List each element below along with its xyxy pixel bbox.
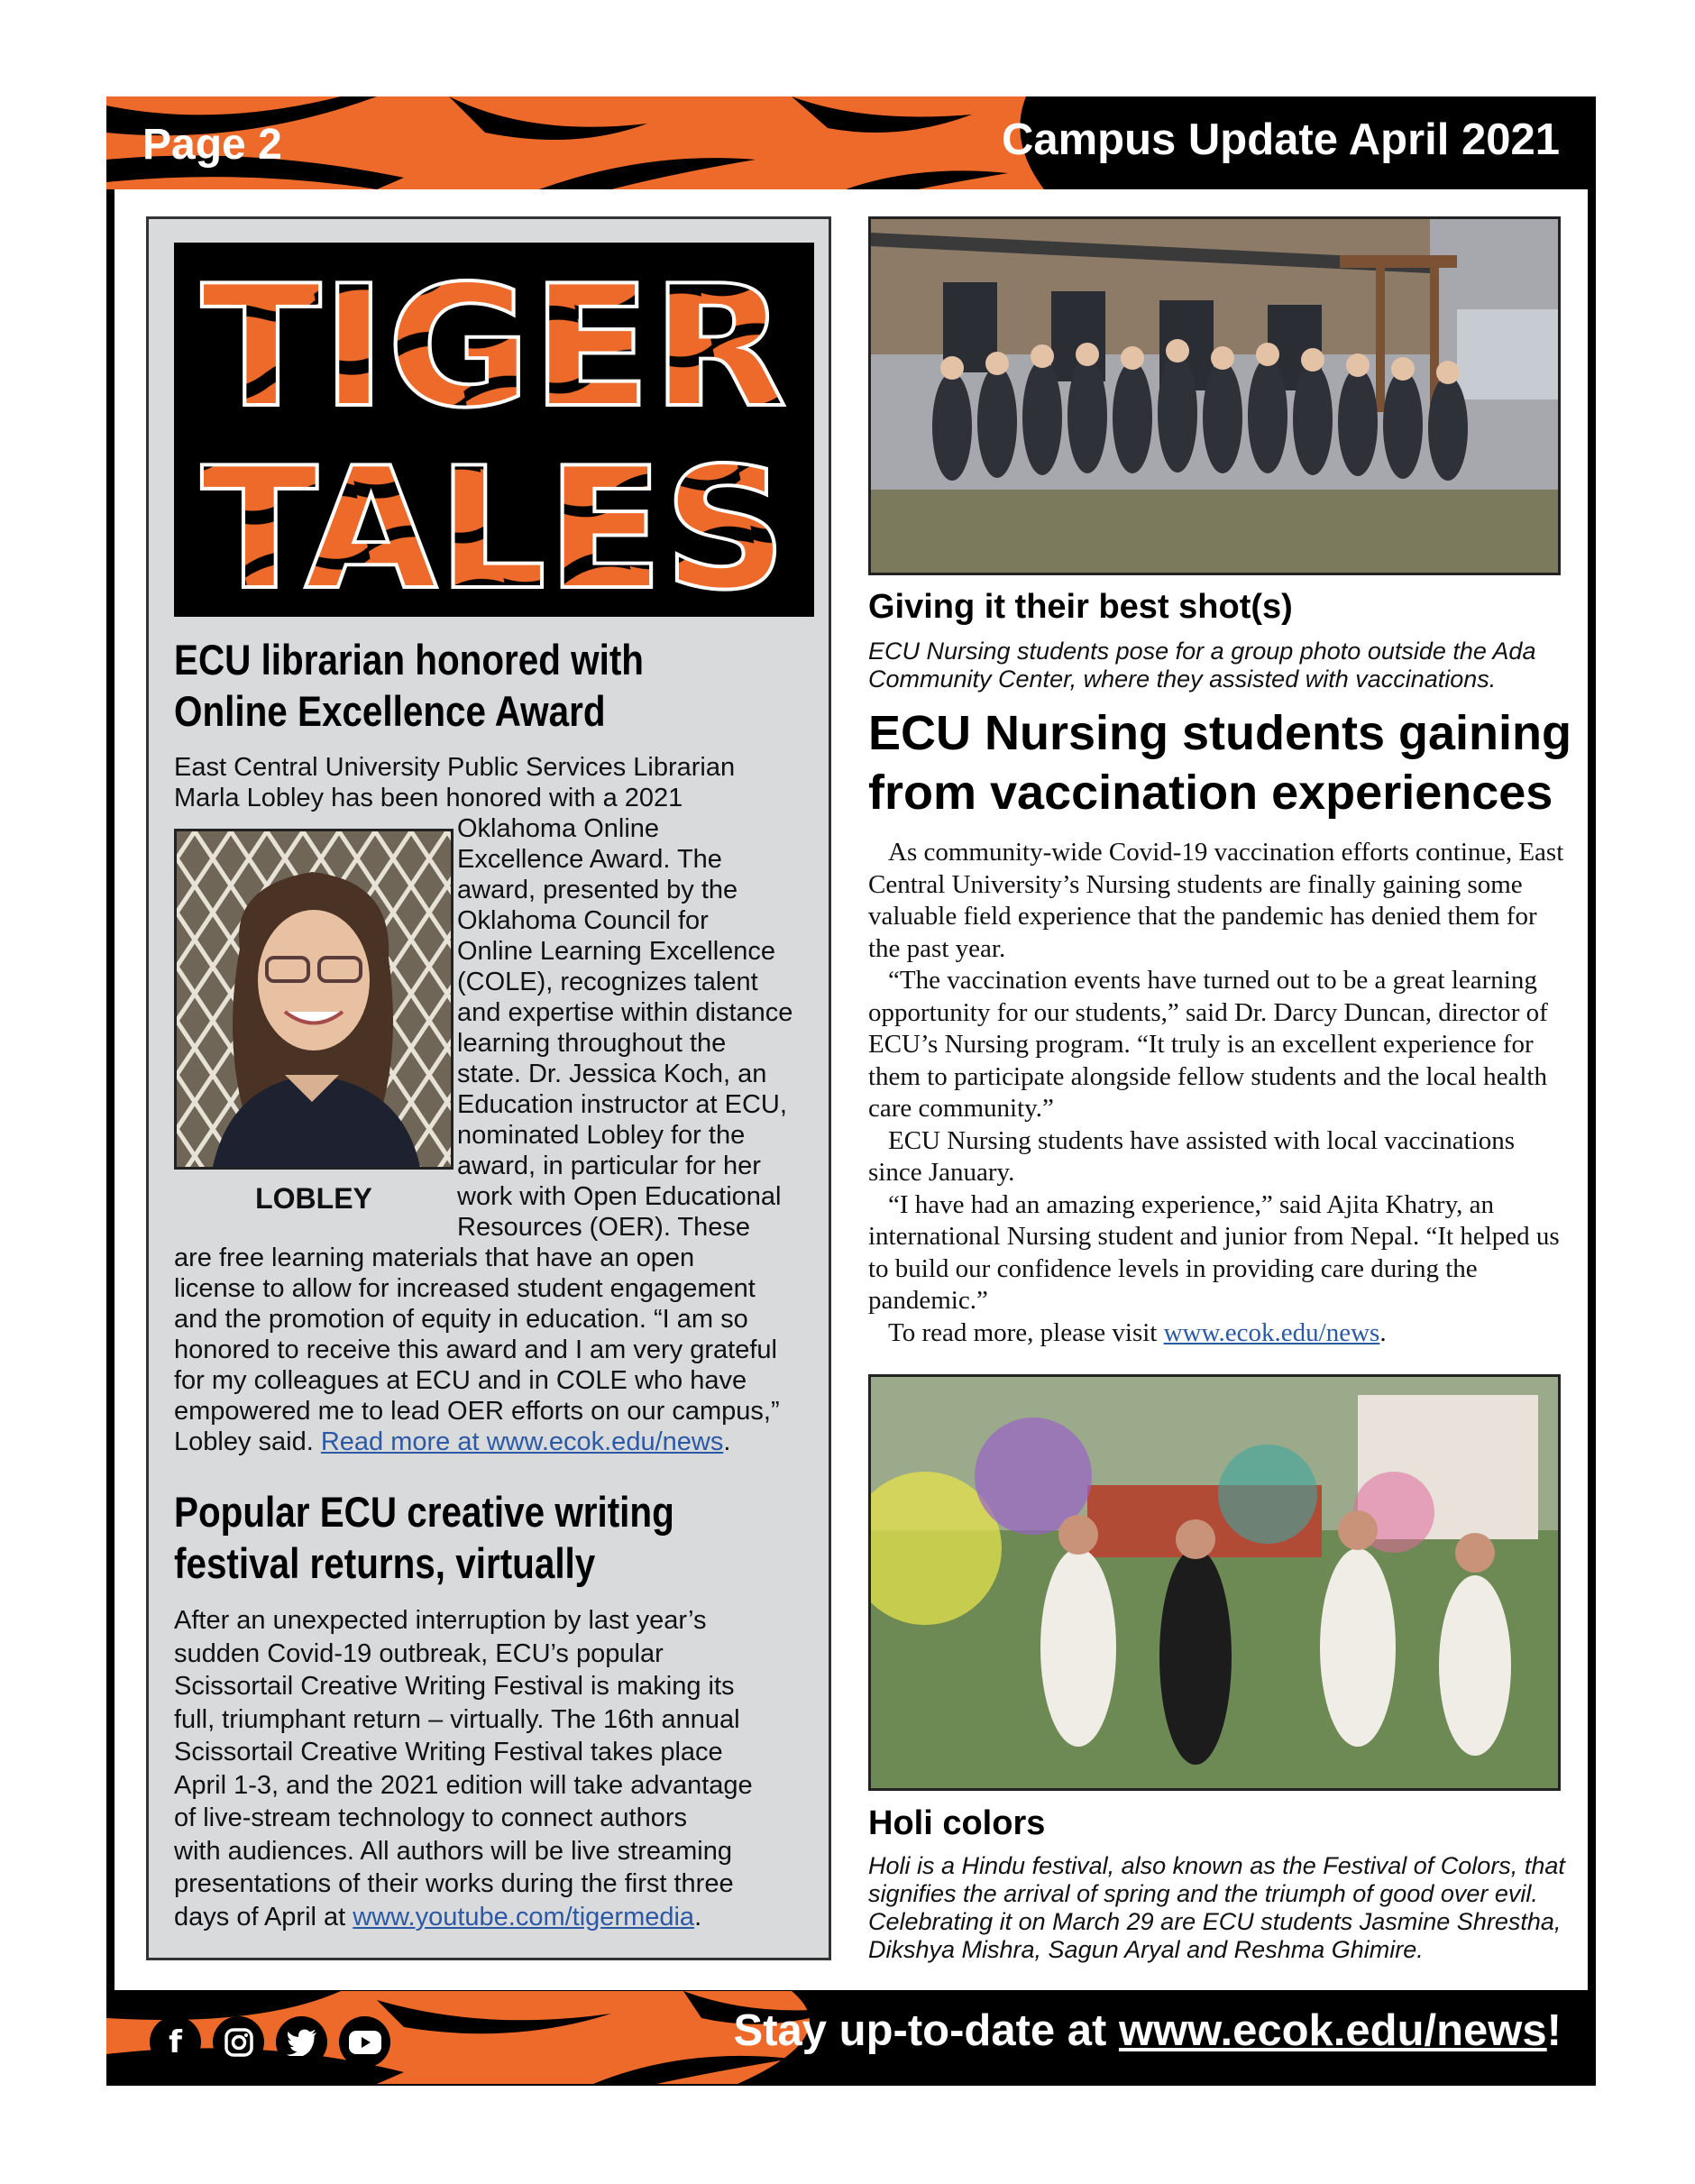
social-links	[150, 2016, 390, 2068]
nursing-photo-caption-title: Giving it their best shot(s)	[868, 588, 1293, 626]
twitter-icon[interactable]	[276, 2016, 327, 2068]
lobley-photo	[174, 829, 454, 1170]
wrap-line: Excellence Award. The	[457, 845, 722, 874]
body-text: .	[1379, 1317, 1387, 1347]
body-text: .	[694, 1902, 702, 1932]
librarian-headline-line1: ECU librarian honored with	[174, 636, 645, 684]
nursing-headline-line1: ECU Nursing students gaining	[868, 706, 1572, 760]
left-column	[146, 216, 831, 1960]
festival-headline-line2: festival returns, virtually	[174, 1539, 596, 1588]
wrap-line: state. Dr. Jessica Koch, an	[457, 1060, 767, 1088]
festival-headline-line1: Popular ECU creative writing	[174, 1488, 674, 1536]
nursing-headline-line2: from vaccination experiences	[868, 766, 1553, 820]
footer-news-link[interactable]: www.ecok.edu/news	[1118, 2006, 1547, 2055]
page-number: Page 2	[142, 121, 282, 169]
body-text: To read more, please visit	[888, 1317, 1164, 1347]
wrap-line: Education instructor at ECU,	[457, 1090, 787, 1119]
wrap-line: (COLE), recognizes talent	[457, 968, 758, 996]
body-line: After an unexpected interruption by last year’s	[174, 1606, 707, 1635]
wrap-line: work with Open Educational	[457, 1182, 782, 1211]
body-line: are free learning materials that have an open	[174, 1243, 695, 1272]
wrap-line: Oklahoma Online	[457, 814, 660, 843]
body-text: .	[723, 1427, 731, 1456]
wrap-line: award, presented by the	[457, 876, 738, 904]
wrap-line: Oklahoma Council for	[457, 906, 709, 935]
body-line: empowered me to lead OER efforts on our campus,”	[174, 1397, 780, 1426]
wrap-line: and expertise within distance	[457, 998, 793, 1027]
nursing-photo-caption: ECU Nursing students pose for a group photo outside the Ada Community Center, where they assisted with vaccinations.	[868, 638, 1536, 693]
logo-word-tiger: TIGER	[201, 249, 787, 445]
body-line-last	[174, 1427, 823, 1457]
logo-word-tales: TALES	[201, 431, 787, 617]
read-more-link[interactable]: Read more at www.ecok.edu/news	[320, 1427, 724, 1456]
body-line: and the promotion of equity in education. “I am so	[174, 1305, 748, 1334]
holi-photo	[868, 1374, 1561, 1791]
festival-headline	[174, 1486, 674, 1590]
youtube-icon[interactable]	[339, 2016, 390, 2068]
instagram-icon[interactable]	[213, 2016, 264, 2068]
holi-photo-caption-title: Holi colors	[868, 1804, 1046, 1842]
stay-text: Stay up-to-date at	[733, 2006, 1119, 2055]
festival-body-text	[174, 1604, 823, 1933]
wrap-line: learning throughout the	[457, 1029, 727, 1058]
nursing-group-photo	[868, 216, 1561, 575]
librarian-headline-line2: Online Excellence Award	[174, 687, 606, 736]
librarian-intro-line: East Central University Public Services Librarian	[174, 753, 736, 782]
stay-up-to-date-text	[734, 2005, 1562, 2056]
librarian-intro	[174, 752, 814, 813]
facebook-icon[interactable]: f	[150, 2016, 201, 2068]
issue-title: Campus Update April 2021	[1001, 115, 1560, 164]
body-line: full, triumphant return – virtually. The 16th annual	[174, 1704, 740, 1734]
wrap-line: Resources (OER). These	[457, 1213, 751, 1242]
holi-photo-caption: Holi is a Hindu festival, also known as the Festival of Colors, that signifies the arrival of spring and the triumph of good over evil. Celebrating it on March 29 are ECU students Jasmine Shrestha, Dikshya Mishra, Sagun Aryal and Reshma Ghimire.	[868, 1852, 1565, 1963]
nursing-paragraph: ECU Nursing students have assisted with local vaccinations since January.	[868, 1125, 1516, 1187]
body-line: license to allow for increased student engagement	[174, 1274, 756, 1303]
nursing-headline	[868, 703, 1608, 822]
body-text: days of April at	[174, 1902, 353, 1932]
body-line: Scissortail Creative Writing Festival is making its	[174, 1672, 735, 1701]
body-line: presentations of their works during the first three	[174, 1869, 734, 1898]
body-line: of live-stream technology to connect authors	[174, 1803, 688, 1832]
nursing-paragraph	[868, 1317, 1571, 1350]
footer-band	[106, 1991, 1596, 2084]
wrap-line: Online Learning Excellence	[457, 937, 776, 966]
body-line-last	[174, 1901, 823, 1934]
librarian-headline	[174, 634, 644, 738]
wrap-line: nominated Lobley for the	[457, 1121, 746, 1150]
body-line: April 1-3, and the 2021 edition will take advantage	[174, 1770, 753, 1800]
body-line: Scissortail Creative Writing Festival takes place	[174, 1738, 723, 1766]
librarian-body-text	[174, 1243, 823, 1457]
nursing-paragraph: “The vaccination events have turned out to be a great learning opportunity for our students,” said Dr. Darcy Duncan, director of ECU’s Nursing program. “It truly is an excellent experience for them to participate alongside fellow students and the local health care community.”	[868, 966, 1548, 1123]
youtube-tigermedia-link[interactable]: www.youtube.com/tigermedia	[353, 1902, 695, 1932]
body-text: Lobley said.	[174, 1427, 321, 1456]
nursing-paragraph: “I have had an amazing experience,” said Ajita Khatry, an international Nursing student and junior from Nepal. “It helped us to build our confidence levels in providing care during the pandemic.”	[868, 1189, 1560, 1315]
tiger-tales-logo	[174, 243, 814, 617]
body-line: with audiences. All authors will be live streaming	[174, 1836, 732, 1866]
body-line: for my colleagues at ECU and in COLE who have	[174, 1366, 747, 1395]
ecok-news-link[interactable]: www.ecok.edu/news	[1163, 1317, 1380, 1347]
header-band	[106, 96, 1596, 189]
stay-text: !	[1546, 2006, 1562, 2055]
librarian-wrap-text	[457, 813, 818, 1243]
nursing-paragraph: As community-wide Covid-19 vaccination efforts continue, East Central University’s Nursing students are finally gaining some valuable field experience that the pandemic has denied them for the past year.	[868, 838, 1564, 963]
lobley-photo-caption: LOBLEY	[255, 1182, 372, 1215]
librarian-intro-line: Marla Lobley has been honored with a 2021	[174, 784, 683, 812]
wrap-line: award, in particular for her	[457, 1152, 761, 1180]
body-line: sudden Covid-19 outbreak, ECU’s popular	[174, 1638, 664, 1668]
body-line: honored to receive this award and I am very grateful	[174, 1335, 777, 1364]
nursing-article-body	[868, 837, 1571, 1349]
